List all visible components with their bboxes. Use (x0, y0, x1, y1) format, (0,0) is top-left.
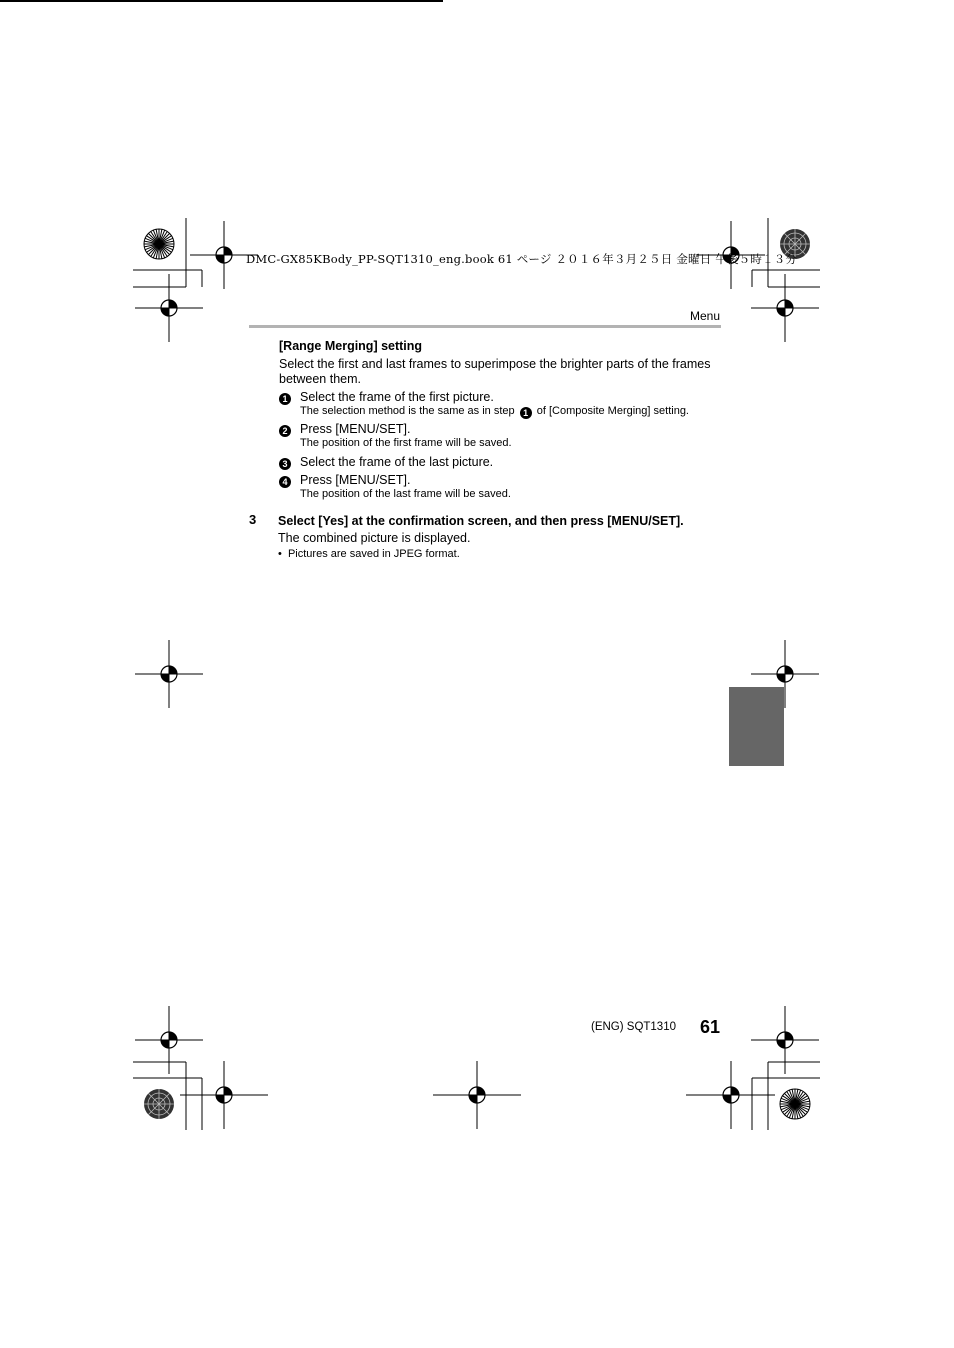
step-1-subtext (300, 405, 689, 419)
header-section-label: Menu (689, 309, 720, 323)
step-1-sub-after: of [Composite Merging] setting. (536, 405, 689, 417)
note-text: Pictures are saved in JPEG format. (287, 548, 460, 560)
section-intro: Select the first and last frames to superimpose the brighter parts of the frames between them. (279, 357, 711, 386)
main-step-number: 3 (249, 512, 257, 527)
step-2-text: Press [MENU/SET]. (300, 422, 411, 436)
chapter-side-tab (729, 687, 784, 766)
step-4-text: Press [MENU/SET]. (300, 473, 411, 487)
step-number-4: 4 (279, 476, 291, 488)
step-2-subtext: The position of the first frame will be saved. (300, 437, 512, 449)
section-title: [Range Merging] setting (279, 339, 423, 353)
page-number: 61 (700, 1017, 721, 1037)
step-3-text: Select the frame of the last picture. (300, 455, 494, 469)
step-4-subtext: The position of the last frame will be saved. (300, 488, 511, 500)
header-rule (249, 325, 721, 328)
print-meta-line: DMC-GX85KBody_PP-SQT1310_eng.book 61 ページ ２０１６年３月２５日 金曜日 午後５時１３分 (246, 252, 798, 266)
step-number-3: 3 (279, 458, 291, 470)
step-number-1: 1 (279, 393, 291, 405)
step-ref-number: 1 (520, 407, 532, 419)
step-number-2: 2 (279, 425, 291, 437)
step-1-sub-before: The selection method is the same as in step (300, 405, 515, 417)
footer-code: (ENG) SQT1310 (591, 1021, 676, 1033)
bullet-icon: • (278, 548, 288, 560)
main-step-instruction: Select [Yes] at the confirmation screen, and then press [MENU/SET]. (278, 514, 684, 528)
step-1-text: Select the frame of the first picture. (300, 390, 494, 404)
main-step-result: The combined picture is displayed. (278, 531, 471, 545)
main-step-note (278, 548, 460, 560)
